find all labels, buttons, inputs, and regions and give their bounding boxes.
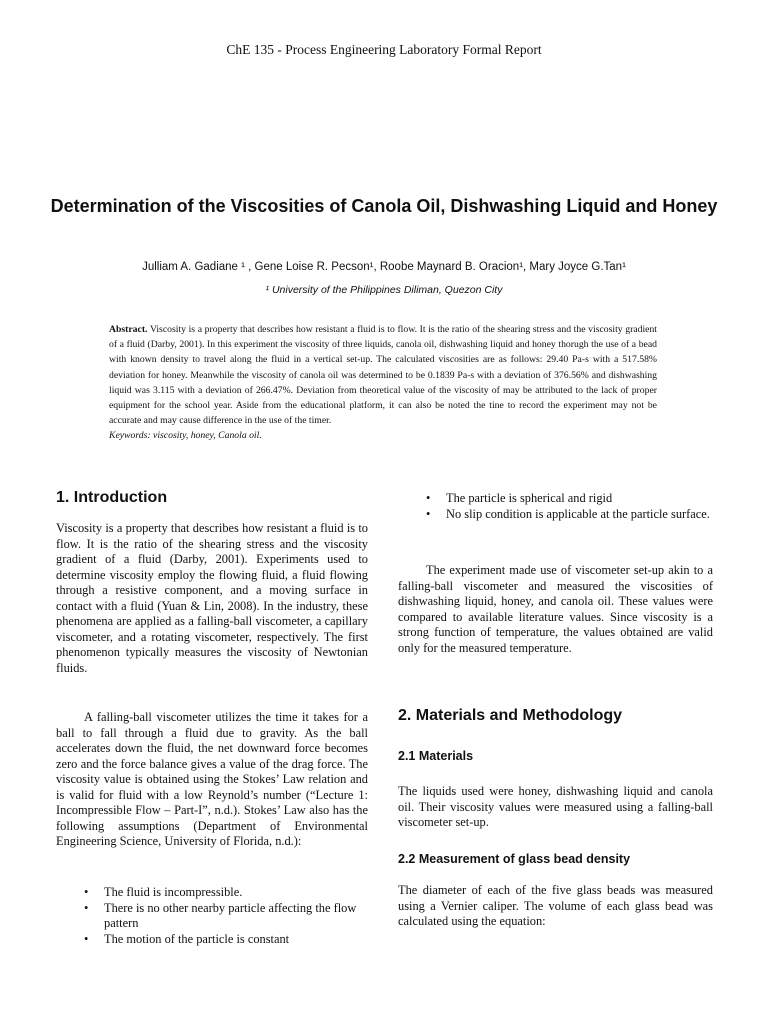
intro-heading-block [56, 490, 368, 506]
bullet-icon: • [426, 491, 431, 505]
methods-heading: 2. Materials and Methodology [398, 707, 623, 724]
paper-title: Determination of the Viscosities of Canola Oil, Dishwashing Liquid and Honey [50, 196, 718, 216]
intro-paragraph-2 [56, 710, 368, 850]
materials-subheading: 2.1 Materials [398, 749, 474, 763]
bead-density-paragraph [398, 883, 713, 930]
list-item: • The particle is spherical and rigid [426, 491, 613, 505]
bead-density-subheading-block [398, 852, 713, 868]
intro-heading: 1. Introduction [56, 489, 168, 506]
list-item: • There is no other nearby particle affecting the flow pattern [84, 900, 357, 930]
intro-paragraph-3 [398, 563, 713, 656]
abstract-text: Viscosity is a property that describes how resistant a fluid is to flow. It is the ratio of the shearing stress and the viscosity gradient of a fluid (Darby, 2001). In this experiment the viscosity of three liquids, canola oil, dishwashing liquid and honey thorugh the use of a bead with known density to travel along the fluid in a vertical set-up. The calculated viscosities are as follows: 29.40 Pa-s with a 517.58% deviation for honey. Meanwhile the viscosity of canola oil was determined to be 0.1839 Pa-s with a deviation of 376.56% and dishwashing liquid was 3.115 with a deviation of 266.47%. Deviation from theoretical value of the viscosity of may be attributed to the lack of proper equipment for the school year. Aside from the educational platform, it can also be noted the tine to record the experiment may not be accurate and may cause difference in the use of the timer. [109, 324, 657, 427]
bead-density-p: The diameter of each of the five glass beads was measured using a Vernier caliper. The volume of each glass bead was calculated using the equation: [398, 883, 713, 928]
intro-p2: A falling-ball viscometer utilizes the time it takes for a ball to fall through a fluid due to gravity. As the ball accelerates down the fluid, the net downward force becomes zero and the force balance gives a value of the drag force. The viscosity value is obtained using the Stokes’ Law relation and is valid for fluid with a low Reynold’s number (“Lecture 1: Incompressible Flow – Part-I”, n.d.). Stokes’ Law also has the following assumptions (Department of Environmental Engineering Science, University of Florida, n.d.): [56, 710, 368, 848]
intro-paragraph-1 [56, 521, 368, 676]
assumptions-list-right [398, 491, 713, 522]
methods-heading-block [398, 708, 713, 724]
bullet-icon: • [84, 931, 89, 946]
bullet-icon: • [84, 885, 89, 899]
list-item: • The motion of the particle is constant [84, 931, 290, 946]
materials-p: The liquids used were honey, dishwashing liquid and canola oil. Their viscosity values were measured using a falling-ball viscometer set-up. [398, 784, 713, 829]
running-header: ChE 135 - Process Engineering Laboratory Formal Report [226, 42, 542, 57]
list-item: • The fluid is incompressible. [84, 885, 243, 899]
materials-subheading-block [398, 749, 713, 765]
keywords-line: Keywords: viscosity, honey, Canola oil. [109, 430, 262, 442]
affiliation: ¹ University of the Philippines Diliman, Quezon City [265, 284, 503, 296]
author-list: Julliam A. Gadiane ¹ , Gene Loise R. Pecson¹, Roobe Maynard B. Oracion¹, Mary Joyce G.Tan¹ [142, 261, 626, 273]
intro-p3: The experiment made use of viscometer set-up akin to a falling-ball viscometer and measured the viscosities of dishwashing liquid, honey, and canola oil. These values were compared to available literature values. Since viscosity is a strong function of temperature, the values obtained are valid only for the measured temperature. [398, 563, 713, 655]
bullet-icon: • [426, 506, 431, 521]
bullet-icon: • [84, 900, 89, 915]
abstract-block [109, 322, 657, 444]
intro-p1: Viscosity is a property that describes how resistant a fluid is to flow. It is the ratio of the shearing stress and the viscosity gradient of a fluid (Darby, 2001). Experiments used to determine viscosity employ the flowing fluid, a fluid flowing through a resistive component, and a moving surface in contact with a fluid (Yuan & Lin, 2008). In the industry, these phenomena are applied as a falling-ball viscometer, a capillary viscometer, and a rotating viscometer, respectively. The first phenomenon typically measures the viscosity of Newtonian fluids. [56, 521, 368, 675]
assumptions-list-left [56, 885, 368, 947]
list-item: • No slip condition is applicable at the particle surface. [426, 506, 710, 521]
bead-density-subheading: 2.2 Measurement of glass bead density [398, 852, 631, 866]
materials-paragraph [398, 784, 713, 831]
abstract-label: Abstract. [109, 324, 148, 335]
